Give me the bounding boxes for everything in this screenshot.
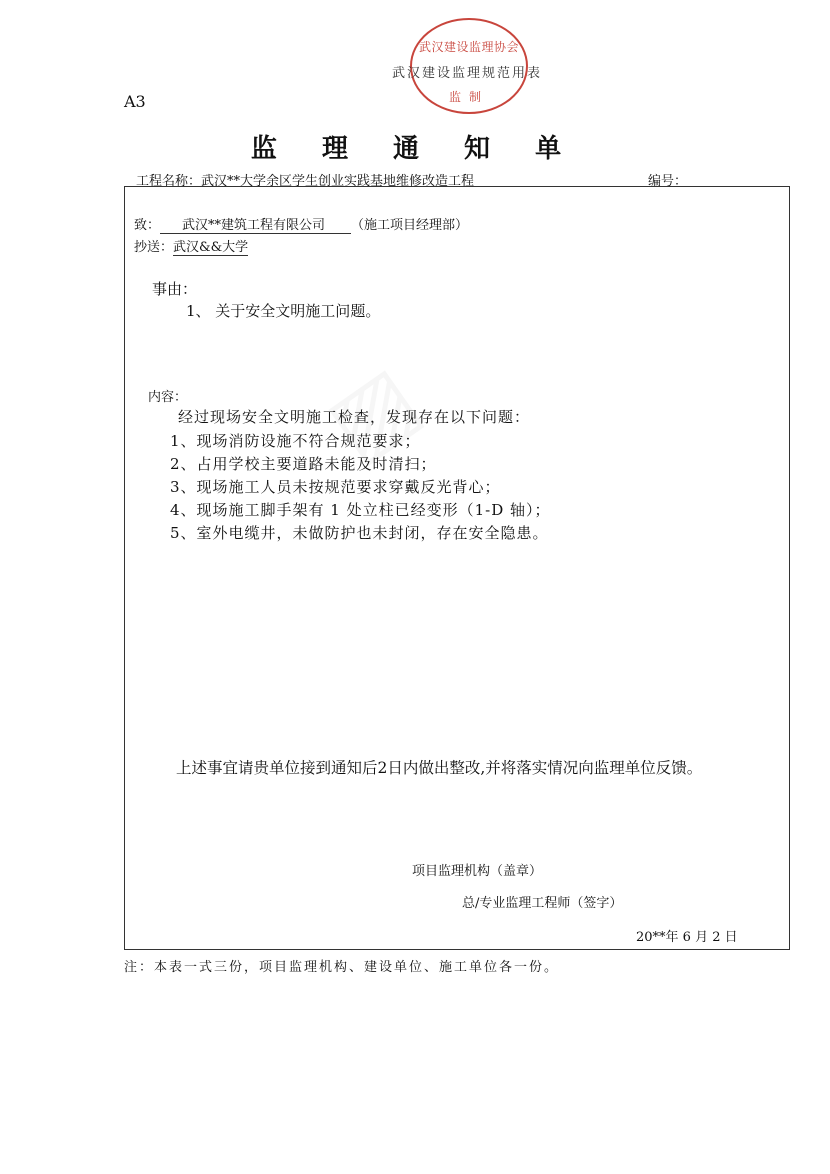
- stamp-top-text: 武汉建设监理协会: [418, 40, 519, 54]
- org-signature: 项目监理机构（盖章）: [412, 864, 543, 879]
- to-label: 致：: [134, 218, 161, 233]
- content-item: 1、现场消防设施不符合规范要求；: [170, 432, 421, 450]
- stamp-bottom-text: 监制: [448, 90, 489, 104]
- stamp-middle-text: 武汉建设监理规范用表: [392, 66, 543, 81]
- to-line: [134, 214, 468, 233]
- reason-label: 事由：: [152, 280, 198, 298]
- engineer-signature: 总/专业监理工程师（签字）: [462, 896, 623, 911]
- content-item: 2、占用学校主要道路未能及时清扫；: [170, 455, 437, 473]
- content-item: 4、现场施工脚手架有 1 处立柱已经变形（1-D 轴）；: [170, 501, 551, 519]
- project-name: 武汉**大学余区学生创业实践基地维修改造工程: [201, 174, 475, 189]
- footnote: 注：本表一式三份，项目监理机构、建设单位、施工单位各一份。: [124, 960, 560, 975]
- to-dept: （施工项目经理部）: [351, 218, 469, 233]
- number-label: 编号：: [648, 174, 688, 189]
- content-item: 3、现场施工人员未按规范要求穿戴反光背心；: [170, 478, 501, 496]
- notice-text: 上述事宜请贵单位接到通知后2日内做出整改,并将落实情况向监理单位反馈。: [176, 759, 703, 777]
- cc-label: 抄送：: [134, 240, 174, 255]
- form-code: A3: [124, 92, 146, 111]
- reason-item: 1、 关于安全文明施工问题。: [186, 302, 381, 320]
- signature-date: 20**年 6 月 2 日: [636, 930, 738, 945]
- page-title: 监 理 通 知 单: [250, 134, 580, 164]
- to-company: 武汉**建筑工程有限公司: [160, 218, 351, 234]
- cc-value: 武汉&&大学: [173, 240, 249, 255]
- cc-line: [134, 236, 248, 255]
- content-item: 5、室外电缆井，未做防护也未封闭，存在安全隐患。: [170, 524, 549, 542]
- content-intro: 经过现场安全文明施工检查，发现存在以下问题：: [178, 408, 531, 426]
- project-label: 工程名称：: [136, 174, 202, 189]
- content-label: 内容：: [148, 390, 188, 405]
